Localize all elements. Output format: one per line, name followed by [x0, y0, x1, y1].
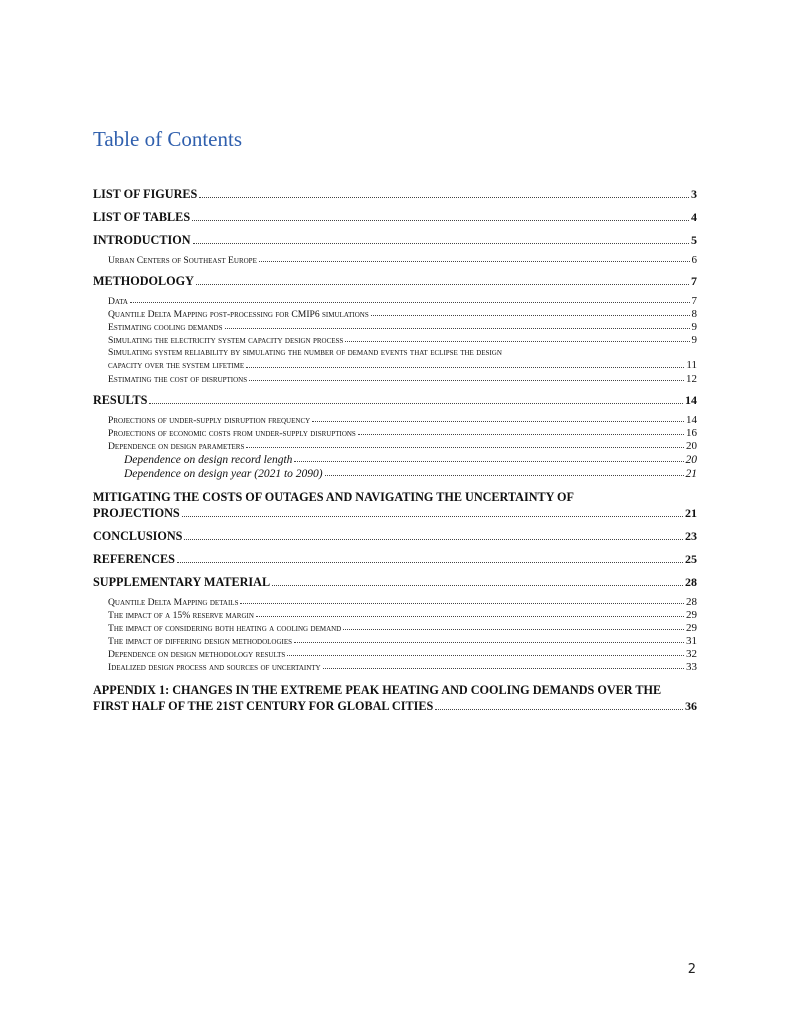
- dot-leader: [177, 562, 683, 563]
- toc-entry-label-line1: Simulating system reliability by simulating the number of demand events that eclipse the design: [108, 347, 502, 358]
- toc-entry-supplementary-material[interactable]: [93, 574, 697, 590]
- toc-entry-label: Quantile Delta Mapping details: [108, 597, 239, 608]
- dot-leader: [272, 585, 683, 586]
- dot-leader: [192, 220, 689, 221]
- toc-entry-label: CONCLUSIONS: [93, 529, 183, 543]
- dot-leader: [225, 328, 690, 329]
- dot-leader: [435, 709, 683, 710]
- toc-entry-page: 28: [685, 575, 697, 589]
- toc-entry-page: 28: [686, 596, 697, 608]
- dot-leader: [246, 447, 684, 448]
- toc-entry-label: Estimating cooling demands: [108, 322, 223, 333]
- toc-entry-label: The impact of differing design methodologies: [108, 636, 293, 647]
- page-number: 2: [687, 962, 696, 977]
- toc-entry-page: 21: [685, 468, 697, 480]
- toc-entry-page: 20: [685, 454, 697, 466]
- toc-entry-label: Estimating the cost of disruptions: [108, 374, 248, 385]
- toc-entry-label: REFERENCES: [93, 552, 175, 566]
- dot-leader: [371, 315, 690, 316]
- toc-entry-page: 12: [686, 373, 697, 385]
- toc-entry-label: Dependence on design methodology results: [108, 649, 286, 660]
- toc-entry-list-of-figures[interactable]: [93, 186, 697, 202]
- toc-entry-page: 36: [685, 699, 697, 713]
- toc-entry-label: Quantile Delta Mapping post-processing for CMIP6 simulations: [108, 309, 369, 320]
- dot-leader: [149, 403, 683, 404]
- toc-entry-label: LIST OF TABLES: [93, 210, 191, 224]
- toc-entry-introduction[interactable]: [93, 232, 697, 248]
- toc-entry-label: RESULTS: [93, 393, 148, 407]
- toc-entry-list-of-tables[interactable]: [93, 209, 697, 225]
- toc-entry-page: 8: [691, 308, 697, 320]
- toc-entry-label: SUPPLEMENTARY MATERIAL: [93, 575, 271, 589]
- toc-entry-design-methodologies[interactable]: [108, 634, 697, 647]
- toc-entry-label: Dependence on design parameters: [108, 441, 245, 452]
- dot-leader: [312, 421, 684, 422]
- toc-entry-label: METHODOLOGY: [93, 274, 194, 288]
- toc-entry-projections-disruption-frequency[interactable]: [108, 413, 697, 426]
- dot-leader: [196, 284, 689, 285]
- toc-entry-page: 23: [685, 529, 697, 543]
- toc-entry-label-line2: capacity over the system lifetime: [108, 360, 245, 371]
- dot-leader: [130, 302, 690, 303]
- toc-entry-idealized-design-process[interactable]: [108, 660, 697, 673]
- toc-entry-projections-economic-costs[interactable]: [108, 426, 697, 439]
- toc-entry-mitigating-costs[interactable]: [93, 489, 697, 521]
- toc-entry-page: 31: [686, 635, 697, 647]
- toc-entry-references[interactable]: [93, 551, 697, 567]
- toc-entry-label: The impact of considering both heating a cooling demand: [108, 623, 342, 634]
- dot-leader: [343, 629, 684, 630]
- toc-entry-page: 16: [686, 427, 697, 439]
- toc-entry-page: 20: [686, 440, 697, 452]
- dot-leader: [256, 616, 684, 617]
- toc-entry-simulating-design-process[interactable]: [108, 333, 697, 346]
- dot-leader: [325, 475, 684, 476]
- dot-leader: [323, 668, 684, 669]
- toc-entry-qdm-post-processing[interactable]: [108, 307, 697, 320]
- toc-entry-page: 29: [686, 609, 697, 621]
- dot-leader: [294, 642, 684, 643]
- toc-entry-page: 29: [686, 622, 697, 634]
- toc-entry-dependence-record-length[interactable]: [124, 452, 697, 466]
- toc-entry-page: 6: [691, 254, 697, 266]
- toc-entry-label-line1: APPENDIX 1: CHANGES IN THE EXTREME PEAK HEATING AND COOLING DEMANDS OVER THE: [93, 683, 662, 697]
- toc-entry-page: 14: [686, 414, 697, 426]
- toc-entry-label-line1: MITIGATING THE COSTS OF OUTAGES AND NAVIGATING THE UNCERTAINTY OF: [93, 490, 574, 504]
- toc-entry-label-line2: PROJECTIONS: [93, 506, 180, 520]
- toc-entry-page: 7: [691, 295, 697, 307]
- toc-entry-page: 4: [691, 210, 697, 224]
- toc-entry-dependence-design-parameters[interactable]: [108, 439, 697, 452]
- table-of-contents: [93, 183, 697, 714]
- toc-entry-qdm-details[interactable]: [108, 595, 697, 608]
- toc-entry-page: 25: [685, 552, 697, 566]
- toc-entry-label: Projections of under-supply disruption frequency: [108, 415, 311, 426]
- dot-leader: [259, 261, 690, 262]
- toc-entry-urban-centers[interactable]: [108, 253, 697, 266]
- toc-entry-results[interactable]: [93, 392, 697, 408]
- toc-entry-page: 3: [691, 187, 697, 201]
- toc-entry-data[interactable]: [108, 294, 697, 307]
- toc-entry-dependence-design-year[interactable]: [124, 466, 697, 480]
- dot-leader: [294, 461, 683, 462]
- toc-entry-reserve-margin[interactable]: [108, 608, 697, 621]
- toc-entry-page: 11: [686, 359, 697, 371]
- toc-entry-page: 21: [685, 506, 697, 520]
- dot-leader: [184, 539, 683, 540]
- dot-leader: [182, 516, 683, 517]
- toc-entry-label: Idealized design process and sources of uncertainty: [108, 662, 321, 673]
- toc-entry-label: Dependence on design record length: [124, 454, 293, 466]
- toc-entry-page: 9: [691, 321, 697, 333]
- dot-leader: [193, 243, 689, 244]
- toc-entry-methodology[interactable]: [93, 273, 697, 289]
- dot-leader: [287, 655, 684, 656]
- toc-entry-page: 5: [691, 233, 697, 247]
- toc-entry-conclusions[interactable]: [93, 528, 697, 544]
- toc-entry-estimating-cost-of-disruptions[interactable]: [108, 372, 697, 385]
- toc-entry-page: 9: [691, 334, 697, 346]
- toc-entry-appendix-1[interactable]: [93, 682, 697, 714]
- toc-title: Table of Contents: [93, 127, 242, 151]
- toc-entry-label: Data: [108, 296, 128, 307]
- dot-leader: [249, 380, 684, 381]
- toc-entry-label: INTRODUCTION: [93, 233, 191, 247]
- toc-entry-heating-cooling-demand[interactable]: [108, 621, 697, 634]
- toc-entry-page: 32: [686, 648, 697, 660]
- toc-entry-page: 33: [686, 661, 697, 673]
- dot-leader: [358, 434, 684, 435]
- toc-entry-label: LIST OF FIGURES: [93, 187, 198, 201]
- toc-entry-label: Dependence on design year (2021 to 2090): [124, 468, 323, 480]
- toc-entry-simulating-system-reliability[interactable]: [108, 346, 697, 372]
- toc-entry-design-methodology-results[interactable]: [108, 647, 697, 660]
- toc-entry-label-line2: FIRST HALF OF THE 21ST CENTURY FOR GLOBAL CITIES: [93, 699, 434, 713]
- toc-entry-page: 7: [691, 274, 697, 288]
- dot-leader: [246, 367, 684, 368]
- toc-entry-label: Projections of economic costs from under-supply disruptions: [108, 428, 356, 439]
- toc-entry-label: Simulating the electricity system capacity design process: [108, 335, 344, 346]
- toc-entry-label: Urban Centers of Southeast Europe: [108, 255, 257, 266]
- dot-leader: [345, 341, 689, 342]
- toc-entry-label: The impact of a 15% reserve margin: [108, 610, 254, 621]
- toc-entry-estimating-cooling-demands[interactable]: [108, 320, 697, 333]
- dot-leader: [199, 197, 689, 198]
- toc-entry-page: 14: [685, 393, 697, 407]
- dot-leader: [240, 603, 684, 604]
